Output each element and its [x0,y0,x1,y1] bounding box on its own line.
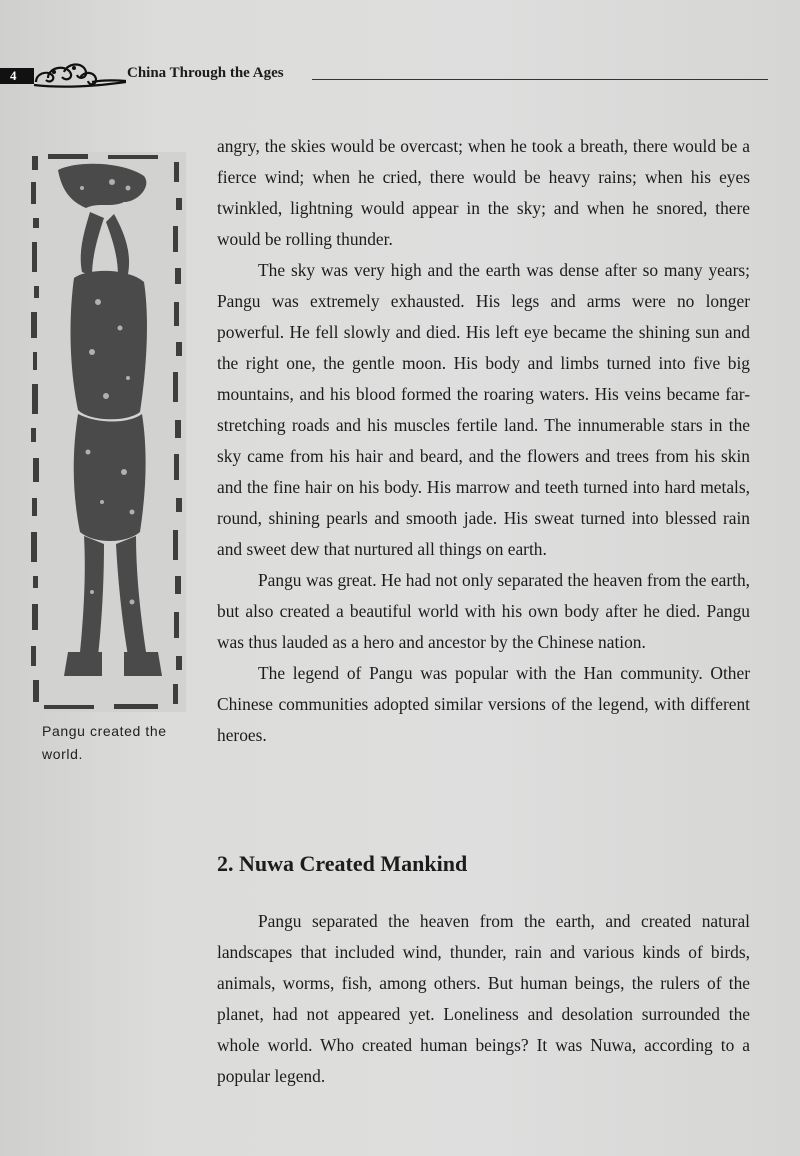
cloud-ornament-icon [30,60,126,90]
section-heading: 2. Nuwa Created Mankind [217,851,468,876]
running-title: China Through the Ages [127,65,284,81]
paragraph: Pangu was great. He had not only separated the heaven from the earth, but also created a beautiful world with his own body after he died. Pangu was thus lauded as a hero and ancestor by the Chinese nation. [217,570,750,652]
running-header [0,60,800,90]
paragraph: The legend of Pangu was popular with the Han community. Other Chinese communities adopted similar versions of the legend, with different heroes. [217,663,750,745]
paragraph: The sky was very high and the earth was dense after so many years; Pangu was extremely exhausted. His legs and arms were no longer powerful. He fell slowly and died. His left eye became the shining sun and the right one, the gentle moon. His body and limbs turned into five big mountains, and his blood formed the roaring waters. His veins became far-stretching roads and his muscles fertile land. The innumerable stars in the sky came from his hair and beard, and the flowers and trees from his skin and the fine hair on his body. His marrow and teeth turned into hard metals, round, shining pearls and smooth jade. His sweat turned into blessed rain and sweet dew that nurtured all things on earth. [217,260,750,559]
paragraph: Pangu separated the heaven from the earth, and created natural landscapes that included wind, thunder, rain and various kinds of birds, animals, worms, fish, among others. But human beings, the rulers of the planet, had not appeared yet. Loneliness and desolation surrounded the whole world. Who created human beings? It was Nuwa, according to a popular legend. [217,911,750,1086]
page-number: 4 [0,68,34,84]
header-rule [312,79,768,80]
section1-body [217,131,750,751]
paragraph: angry, the skies would be overcast; when he took a breath, there would be a fierce wind; when he cried, there would be heavy rains; when his eyes twinkled, lightning would appear in the sky; and when he snored, there would be rolling thunder. [217,136,750,249]
pangu-rubbing-image [28,152,186,712]
section2-body [217,906,750,1092]
figure-caption: Pangu created the world. [42,723,167,762]
